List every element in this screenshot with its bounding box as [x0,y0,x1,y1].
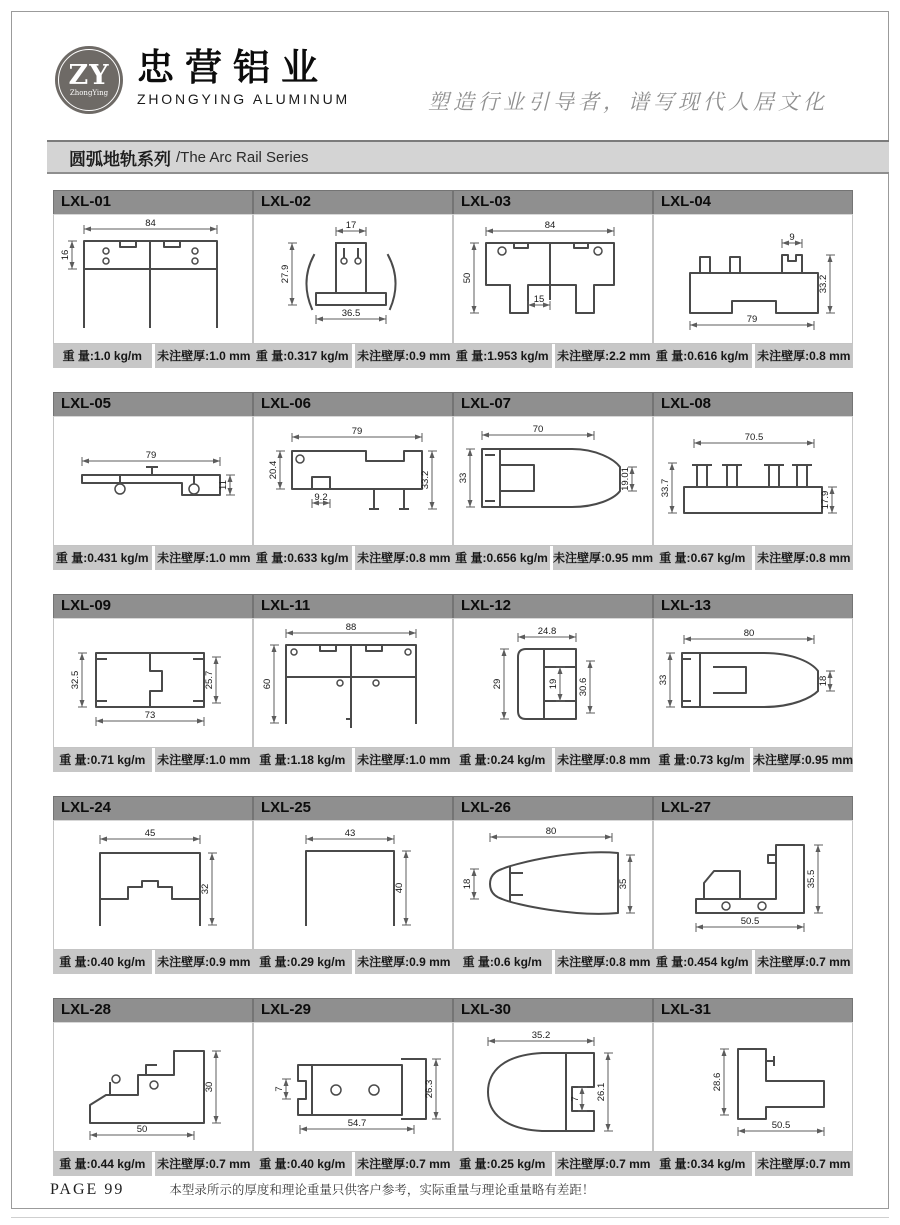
spec-strip [253,546,453,570]
thickness-value: 0.7 mm [209,1157,251,1171]
profile-drawing-area [453,416,653,546]
weight-value: 0.317 kg/m [287,349,349,363]
svg-text:79: 79 [351,426,363,437]
svg-text:45: 45 [144,828,156,839]
svg-text:33.7: 33.7 [660,478,671,498]
thickness-spec [755,1152,854,1176]
svg-text:25.7: 25.7 [204,670,215,690]
profile-drawing [654,417,852,545]
weight-spec [253,748,352,772]
weight-value: 0.40 kg/m [90,955,146,969]
svg-text:80: 80 [545,826,557,837]
spec-strip [453,950,653,974]
thickness-value: 1.0 mm [409,753,451,767]
weight-value: 0.616 kg/m [687,349,749,363]
svg-text:9.2: 9.2 [314,492,328,503]
product-code-header: LXL-05 [53,392,253,416]
product-cell [53,796,253,974]
thickness-label: 未注壁厚: [157,753,210,767]
profile-drawing-area [253,214,453,344]
product-code-header: LXL-28 [53,998,253,1022]
spec-strip [653,748,853,772]
profile-drawing-area [53,1022,253,1152]
weight-value: 1.953 kg/m [487,349,549,363]
spec-strip [53,546,253,570]
logo-monogram: ZY [68,60,110,91]
svg-text:60: 60 [262,678,273,690]
thickness-value: 2.2 mm [609,349,651,363]
weight-label: 重 量: [59,1157,91,1171]
spec-strip [253,748,453,772]
thickness-spec [553,546,653,570]
profile-drawing [54,215,252,343]
profile-drawing [54,619,252,747]
thickness-spec [355,344,454,368]
svg-text:26.1: 26.1 [596,1082,607,1102]
weight-spec [53,546,152,570]
weight-spec [53,344,152,368]
product-cell [453,998,653,1176]
thickness-spec [355,748,454,772]
weight-label: 重 量: [255,551,288,565]
thickness-label: 未注壁厚: [557,955,610,969]
thickness-label: 未注壁厚: [157,551,210,565]
profile-drawing [454,821,652,949]
page-footer [50,1180,594,1199]
thickness-label: 未注壁厚: [357,753,410,767]
profile-drawing-area [53,416,253,546]
thickness-spec [155,546,254,570]
spec-strip [453,1152,653,1176]
svg-text:7: 7 [570,1096,581,1102]
product-code-header: LXL-24 [53,796,253,820]
thickness-spec [753,748,853,772]
thickness-value: 0.9 mm [209,955,251,969]
weight-value: 0.454 kg/m [687,955,749,969]
product-cell [653,594,853,772]
product-row [53,998,853,1176]
product-code-header: LXL-29 [253,998,453,1022]
svg-text:30.6: 30.6 [578,677,589,697]
svg-text:33.2: 33.2 [818,274,829,294]
svg-text:35.5: 35.5 [806,869,817,889]
svg-text:50.5: 50.5 [740,916,760,927]
weight-label: 重 量: [259,1157,291,1171]
profile-drawing [654,821,852,949]
product-code-header: LXL-07 [453,392,653,416]
thickness-label: 未注壁厚: [557,349,610,363]
spec-strip [653,1152,853,1176]
profile-drawing [254,619,452,747]
profile-drawing-area [453,1022,653,1152]
weight-value: 0.656 kg/m [486,551,548,565]
product-cell [253,190,453,368]
weight-spec [653,1152,752,1176]
thickness-spec [755,546,854,570]
product-code-header: LXL-31 [653,998,853,1022]
spec-strip [453,748,653,772]
thickness-value: 1.0 mm [209,349,251,363]
svg-text:79: 79 [145,450,157,461]
profile-drawing-area [53,214,253,344]
weight-value: 0.633 kg/m [287,551,349,565]
spec-strip [53,1152,253,1176]
svg-text:17: 17 [345,220,357,231]
weight-label: 重 量: [459,1157,491,1171]
weight-label: 重 量: [255,349,288,363]
product-cell [653,998,853,1176]
product-cell [53,190,253,368]
weight-value: 0.6 kg/m [493,955,542,969]
product-code-header: LXL-04 [653,190,853,214]
product-cell [53,998,253,1176]
svg-text:32: 32 [200,883,211,895]
product-cell [453,392,653,570]
weight-label: 重 量: [655,349,688,363]
weight-value: 1.0 kg/m [93,349,142,363]
thickness-spec [555,1152,654,1176]
spec-strip [653,344,853,368]
product-cell [653,392,853,570]
svg-text:20.4: 20.4 [268,460,279,480]
disclaimer-text: 本型录所示的厚度和理论重量只供客户参考，实际重量与理论重量略有差距！ [169,1183,595,1197]
thickness-spec [155,1152,254,1176]
thickness-value: 0.8 mm [809,551,851,565]
profile-drawing-area [453,214,653,344]
product-code-header: LXL-09 [53,594,253,618]
svg-text:35.2: 35.2 [531,1030,551,1041]
weight-label: 重 量: [59,955,91,969]
profile-drawing [654,619,852,747]
svg-text:11: 11 [218,480,229,490]
profile-drawing [54,1023,252,1151]
svg-text:9: 9 [789,232,795,243]
spec-strip [453,344,653,368]
product-row [53,190,853,368]
profile-drawing [254,1023,452,1151]
weight-label: 重 量: [59,753,91,767]
spec-strip [253,1152,453,1176]
series-title-bar [47,140,889,174]
thickness-label: 未注壁厚: [357,551,410,565]
svg-text:27.9: 27.9 [280,264,291,284]
product-code-header: LXL-02 [253,190,453,214]
thickness-label: 未注壁厚: [157,349,210,363]
svg-text:84: 84 [544,220,556,231]
svg-text:84: 84 [145,218,156,229]
series-title-cn: 圆弧地轨系列 [69,149,171,169]
svg-text:73: 73 [144,710,156,721]
thickness-spec [355,1152,454,1176]
thickness-value: 0.95 mm [804,753,853,767]
logo-subtext: ZhongYing [69,89,109,97]
svg-text:33.2: 33.2 [420,470,431,490]
svg-text:79: 79 [746,314,758,325]
weight-value: 0.44 kg/m [90,1157,146,1171]
spec-strip [53,950,253,974]
thickness-label: 未注壁厚: [557,753,610,767]
spec-strip [53,748,253,772]
product-code-header: LXL-06 [253,392,453,416]
thickness-spec [155,950,254,974]
profile-drawing-area [653,214,853,344]
weight-value: 0.25 kg/m [490,1157,546,1171]
thickness-value: 0.8 mm [609,955,651,969]
svg-text:33: 33 [458,472,469,484]
weight-label: 重 量: [659,551,691,565]
weight-label: 重 量: [455,551,487,565]
thickness-value: 0.9 mm [409,955,451,969]
thickness-label: 未注壁厚: [757,1157,810,1171]
profile-drawing-area [653,1022,853,1152]
page-bottom-rule [11,1217,889,1218]
weight-label: 重 量: [259,753,291,767]
product-code-header: LXL-01 [53,190,253,214]
product-code-header: LXL-08 [653,392,853,416]
thickness-spec [555,950,654,974]
thickness-value: 0.7 mm [409,1157,451,1171]
thickness-label: 未注壁厚: [757,955,810,969]
series-title-en: /The Arc Rail Series [176,148,309,166]
weight-spec [53,748,152,772]
profile-drawing [54,417,252,545]
profile-drawing-area [253,820,453,950]
weight-value: 0.73 kg/m [689,753,745,767]
thickness-spec [555,748,654,772]
product-code-header: LXL-30 [453,998,653,1022]
svg-text:70: 70 [532,424,544,435]
product-code-header: LXL-12 [453,594,653,618]
profile-drawing [254,821,452,949]
weight-spec [453,950,552,974]
svg-text:18: 18 [462,878,473,890]
product-code-header: LXL-03 [453,190,653,214]
profile-drawing-area [453,618,653,748]
weight-value: 1.18 kg/m [290,753,346,767]
thickness-value: 1.0 mm [209,551,251,565]
product-row [53,796,853,974]
product-code-header: LXL-26 [453,796,653,820]
profile-drawing-area [653,416,853,546]
product-grid [53,190,853,1200]
product-cell [253,796,453,974]
thickness-label: 未注壁厚: [752,753,805,767]
thickness-label: 未注壁厚: [757,551,810,565]
weight-spec [253,950,352,974]
product-code-header: LXL-25 [253,796,453,820]
company-name-cn: 忠营铝业 [137,47,329,88]
svg-text:32.5: 32.5 [70,670,81,690]
weight-spec [453,748,552,772]
product-row [53,594,853,772]
spec-strip [653,546,853,570]
svg-text:80: 80 [743,628,755,639]
profile-drawing [454,1023,652,1151]
product-cell [453,796,653,974]
weight-spec [253,344,352,368]
page-number: PAGE 99 [50,1181,125,1198]
thickness-spec [555,344,654,368]
product-row [53,392,853,570]
weight-label: 重 量: [259,955,291,969]
thickness-label: 未注壁厚: [557,1157,610,1171]
thickness-label: 未注壁厚: [552,551,605,565]
thickness-spec [355,546,454,570]
profile-drawing-area [253,1022,453,1152]
product-cell [253,594,453,772]
product-cell [53,392,253,570]
thickness-value: 0.8 mm [609,753,651,767]
thickness-spec [755,950,854,974]
thickness-label: 未注壁厚: [357,955,410,969]
svg-text:50.5: 50.5 [771,1120,791,1131]
svg-text:54.7: 54.7 [347,1118,367,1129]
weight-value: 0.67 kg/m [690,551,746,565]
weight-spec [53,1152,152,1176]
weight-spec [53,950,152,974]
thickness-spec [755,344,854,368]
weight-label: 重 量: [459,753,491,767]
profile-drawing [454,417,652,545]
svg-text:50: 50 [136,1124,148,1135]
weight-value: 0.71 kg/m [90,753,146,767]
product-code-header: LXL-13 [653,594,853,618]
product-cell [453,190,653,368]
weight-spec [653,748,750,772]
thickness-label: 未注壁厚: [357,349,410,363]
weight-spec [653,344,752,368]
product-code-header: LXL-11 [253,594,453,618]
weight-spec [253,1152,352,1176]
svg-text:70.5: 70.5 [744,432,764,443]
product-cell [253,392,453,570]
company-slogan: 塑造行业引导者，谱写现代人居文化 [428,90,828,114]
svg-text:24.8: 24.8 [537,626,557,637]
weight-spec [653,546,752,570]
profile-drawing-area [653,618,853,748]
profile-drawing-area [53,618,253,748]
weight-spec [653,950,752,974]
company-name-block [137,48,350,107]
svg-text:26.3: 26.3 [424,1079,435,1099]
svg-text:40: 40 [394,882,405,894]
profile-drawing [654,1023,852,1151]
svg-text:30: 30 [204,1081,215,1093]
profile-drawing-area [453,820,653,950]
weight-label: 重 量: [55,551,88,565]
spec-strip [253,950,453,974]
weight-label: 重 量: [462,955,494,969]
product-cell [653,796,853,974]
thickness-value: 0.8 mm [809,349,851,363]
profile-drawing [54,821,252,949]
thickness-value: 0.7 mm [809,1157,851,1171]
company-name-en: ZHONGYING ALUMINUM [137,91,350,107]
profile-drawing [654,215,852,343]
profile-drawing [254,417,452,545]
svg-text:19.01: 19.01 [620,467,631,491]
profile-drawing-area [53,820,253,950]
profile-drawing [454,619,652,747]
svg-text:7: 7 [274,1086,285,1092]
thickness-label: 未注壁厚: [357,1157,410,1171]
thickness-label: 未注壁厚: [157,1157,210,1171]
thickness-spec [155,748,254,772]
product-code-header: LXL-27 [653,796,853,820]
profile-drawing-area [253,618,453,748]
product-cell [53,594,253,772]
profile-drawing-area [653,820,853,950]
spec-strip [453,546,653,570]
thickness-value: 0.9 mm [409,349,451,363]
svg-text:33: 33 [658,674,669,686]
thickness-value: 0.7 mm [809,955,851,969]
weight-label: 重 量: [659,1157,691,1171]
weight-value: 0.40 kg/m [290,1157,346,1171]
svg-text:18: 18 [818,675,829,687]
weight-spec [453,546,550,570]
weight-value: 0.34 kg/m [690,1157,746,1171]
weight-value: 0.29 kg/m [290,955,346,969]
svg-text:28.6: 28.6 [712,1072,723,1092]
thickness-label: 未注壁厚: [157,955,210,969]
svg-text:16: 16 [60,249,71,261]
thickness-spec [155,344,254,368]
thickness-spec [355,950,454,974]
weight-spec [453,344,552,368]
svg-text:43: 43 [344,828,356,839]
svg-text:17.9: 17.9 [820,490,831,510]
svg-text:36.5: 36.5 [341,308,361,319]
weight-value: 0.24 kg/m [490,753,546,767]
thickness-value: 0.8 mm [409,551,451,565]
thickness-value: 1.0 mm [209,753,251,767]
thickness-value: 0.7 mm [609,1157,651,1171]
weight-value: 0.431 kg/m [87,551,149,565]
svg-text:29: 29 [492,678,503,690]
product-cell [253,998,453,1176]
svg-text:50: 50 [462,272,473,284]
weight-spec [453,1152,552,1176]
svg-text:19: 19 [548,678,559,690]
weight-label: 重 量: [455,349,488,363]
thickness-value: 0.95 mm [604,551,653,565]
weight-spec [253,546,352,570]
product-cell [453,594,653,772]
svg-text:88: 88 [345,622,357,633]
svg-text:15: 15 [533,294,545,305]
company-logo [55,46,123,114]
profile-drawing [454,215,652,343]
svg-text:35: 35 [618,878,629,890]
product-cell [653,190,853,368]
spec-strip [53,344,253,368]
spec-strip [653,950,853,974]
weight-label: 重 量: [658,753,690,767]
spec-strip [253,344,453,368]
weight-label: 重 量: [655,955,688,969]
profile-drawing-area [253,416,453,546]
weight-label: 重 量: [62,349,94,363]
thickness-label: 未注壁厚: [757,349,810,363]
profile-drawing [254,215,452,343]
